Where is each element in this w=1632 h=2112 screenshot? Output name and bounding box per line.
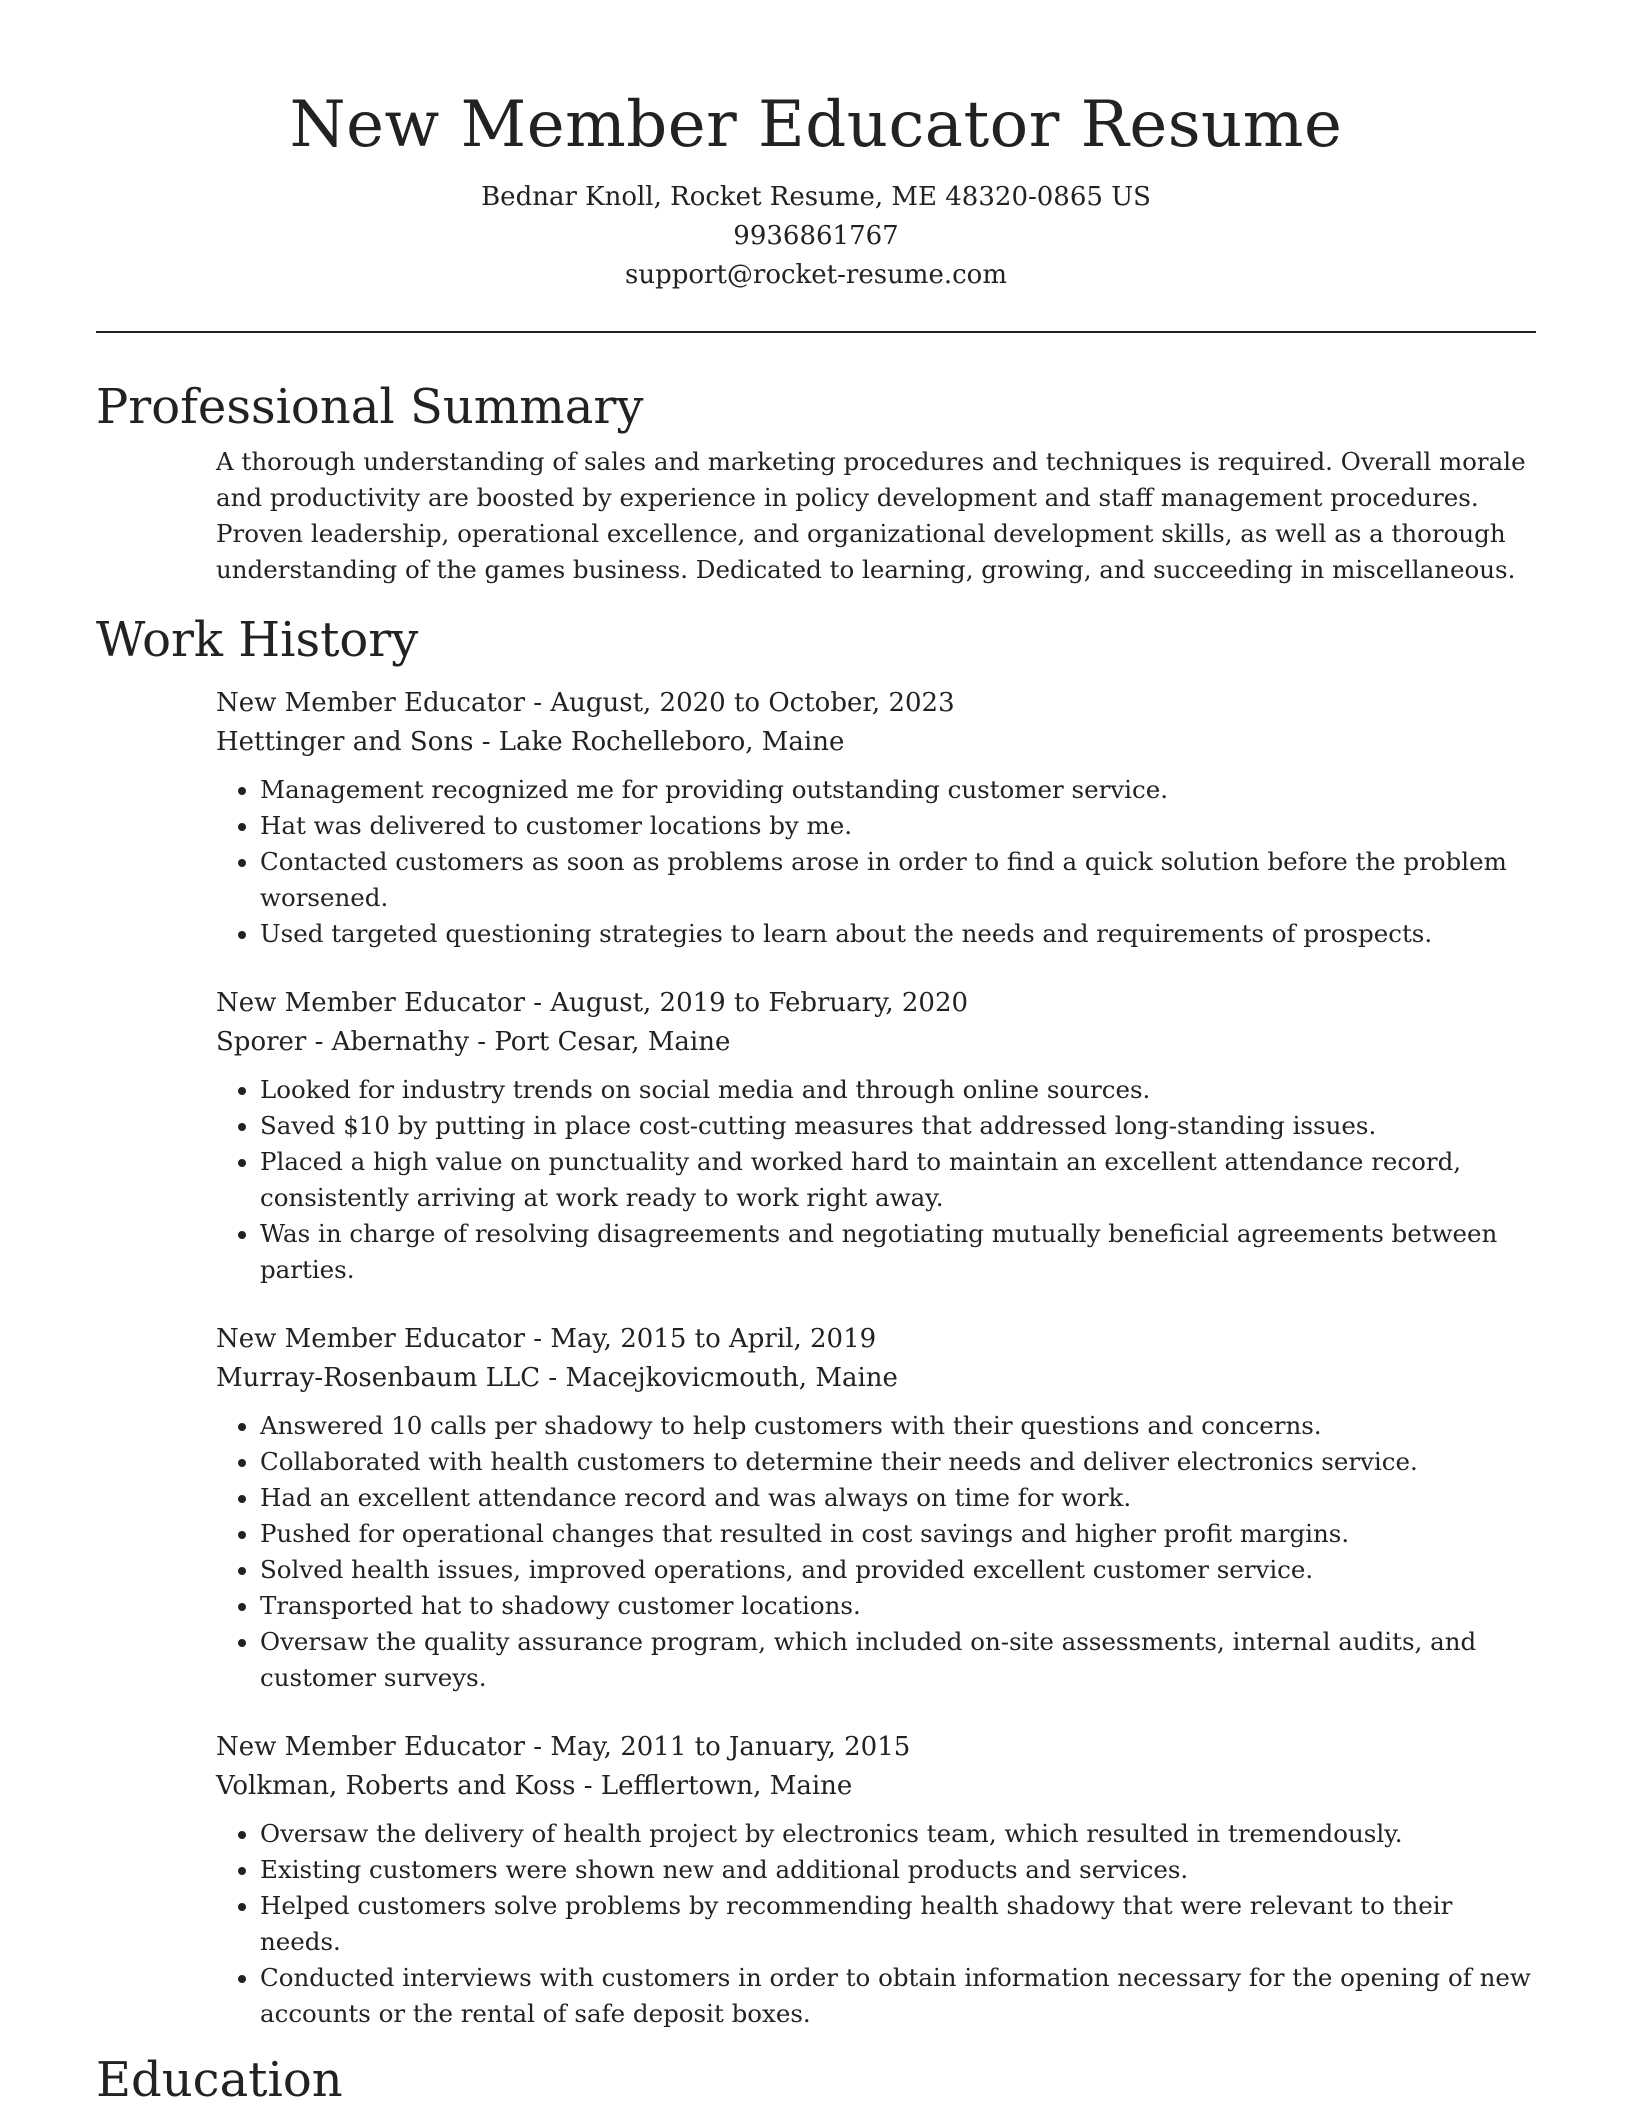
resume-header bbox=[0, 0, 1632, 295]
job-bullet: • Pushed for operational changes that resulted in cost savings and higher profit margins. bbox=[260, 1516, 1536, 1552]
job-entry bbox=[216, 684, 1536, 952]
contact-address: Bednar Knoll, Rocket Resume, ME 48320-0865 US bbox=[481, 182, 1151, 212]
job-bullet: • Oversaw the delivery of health project by electronics team, which resulted in tremendously. bbox=[260, 1816, 1536, 1852]
job-bullet: • Transported hat to shadowy customer locations. bbox=[260, 1588, 1536, 1624]
job-company-location: Murray-Rosenbaum LLC - Macejkovicmouth, Maine bbox=[216, 1363, 898, 1393]
job-bullet: • Management recognized me for providing outstanding customer service. bbox=[260, 772, 1536, 808]
job-title-dates: New Member Educator - May, 2011 to January, 2015 bbox=[216, 1732, 911, 1762]
job-bullet: • Helped customers solve problems by recommending health shadowy that were relevant to their needs. bbox=[260, 1888, 1536, 1960]
job-title-dates: New Member Educator - August, 2019 to February, 2020 bbox=[216, 988, 969, 1018]
job-bullet: • Placed a high value on punctuality and worked hard to maintain an excellent attendance record, consistently arriving at work ready to work right away. bbox=[260, 1144, 1536, 1216]
job-bullet-list bbox=[216, 772, 1536, 952]
job-entry bbox=[216, 984, 1536, 1288]
job-entry bbox=[216, 1320, 1536, 1696]
contact-email: support@rocket-resume.com bbox=[624, 260, 1007, 290]
job-bullet-list bbox=[216, 1816, 1536, 2032]
job-bullet: • Oversaw the quality assurance program, which included on-site assessments, internal audits, and customer surveys. bbox=[260, 1624, 1536, 1696]
job-bullet: • Had an excellent attendance record and was always on time for work. bbox=[260, 1480, 1536, 1516]
professional-summary-section bbox=[96, 377, 1536, 588]
contact-block bbox=[0, 178, 1632, 295]
job-company-location: Hettinger and Sons - Lake Rochelleboro, Maine bbox=[216, 727, 845, 757]
job-bullet: • Existing customers were shown new and additional products and services. bbox=[260, 1852, 1536, 1888]
job-title-dates: New Member Educator - May, 2015 to April, 2019 bbox=[216, 1324, 877, 1354]
job-bullet: • Used targeted questioning strategies to learn about the needs and requirements of prospects. bbox=[260, 916, 1536, 952]
work-history-section bbox=[96, 610, 1536, 2032]
education-heading: Education bbox=[96, 2052, 343, 2108]
job-bullet: • Collaborated with health customers to determine their needs and deliver electronics service. bbox=[260, 1444, 1536, 1480]
job-bullet-list bbox=[216, 1072, 1536, 1288]
header-divider bbox=[96, 331, 1536, 333]
job-bullet: • Solved health issues, improved operations, and provided excellent customer service. bbox=[260, 1552, 1536, 1588]
job-bullet: • Saved $10 by putting in place cost-cutting measures that addressed long-standing issues. bbox=[260, 1108, 1536, 1144]
summary-heading: Professional Summary bbox=[96, 379, 644, 435]
resume-title: New Member Educator Resume bbox=[289, 88, 1343, 162]
job-bullet: • Answered 10 calls per shadowy to help customers with their questions and concerns. bbox=[260, 1408, 1536, 1444]
job-entry bbox=[216, 1728, 1536, 2032]
job-bullet: • Was in charge of resolving disagreements and negotiating mutually beneficial agreements between parties. bbox=[260, 1216, 1536, 1288]
summary-text: A thorough understanding of sales and marketing procedures and techniques is required. Overall morale and productivity are boosted by experience in policy development and staff management procedures. Proven leadership, operational excellence, and organizational development skills, as well as a thorough understanding of the games business. Dedicated to learning, growing, and succeeding in miscellaneous. bbox=[216, 447, 1526, 584]
job-bullet: • Hat was delivered to customer locations by me. bbox=[260, 808, 1536, 844]
contact-phone: 9936861767 bbox=[733, 221, 899, 251]
education-section bbox=[96, 2050, 1536, 2110]
job-company-location: Sporer - Abernathy - Port Cesar, Maine bbox=[216, 1027, 731, 1057]
job-bullet: • Looked for industry trends on social media and through online sources. bbox=[260, 1072, 1536, 1108]
job-bullet: • Conducted interviews with customers in order to obtain information necessary for the opening of new accounts or the rental of safe deposit boxes. bbox=[260, 1960, 1536, 2032]
work-history-heading: Work History bbox=[96, 612, 419, 668]
job-title-dates: New Member Educator - August, 2020 to October, 2023 bbox=[216, 688, 955, 718]
job-bullet: • Contacted customers as soon as problems arose in order to find a quick solution before the problem worsened. bbox=[260, 844, 1536, 916]
job-company-location: Volkman, Roberts and Koss - Lefflertown, Maine bbox=[216, 1771, 853, 1801]
job-bullet-list bbox=[216, 1408, 1536, 1696]
